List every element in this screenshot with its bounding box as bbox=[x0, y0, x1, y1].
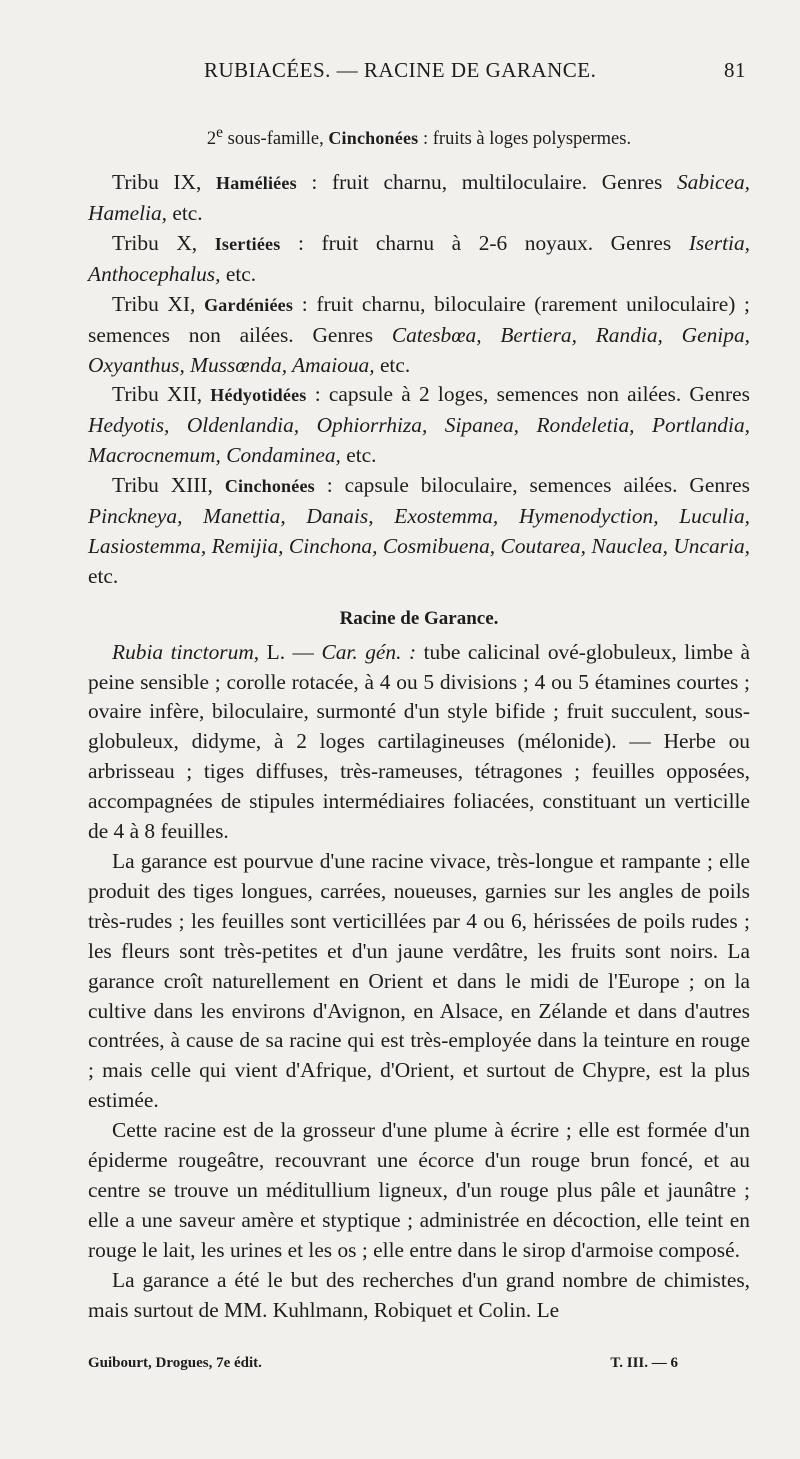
footer-signature: Guibourt, Drogues, 7e édit. bbox=[88, 1355, 262, 1371]
tribe-genera: Isertia, Anthocephalus, bbox=[88, 230, 751, 286]
tribe-tail: etc. bbox=[88, 563, 119, 588]
tribe-paragraph bbox=[88, 168, 750, 229]
page-number: 81 bbox=[724, 58, 746, 82]
running-header bbox=[88, 58, 750, 88]
section-title: Racine de Garance. bbox=[339, 607, 499, 629]
tribe-label: Tribu XI, bbox=[112, 291, 205, 316]
tribe-tail: etc. bbox=[340, 443, 377, 468]
body-paragraph: La garance est pourvue d'une racine vivace, très-longue et rampante ; elle produit des tiges longues, carrées, noueuses, garnies sur les angles de poils très-rudes ; les feuilles sont verticillées par 4 ou 6, hérissées de poils rudes ; les fleurs sont très-petites et d'un jaune verdâtre, les fruits sont noirs. La garance croît naturellement en Orient et dans le midi de l'Europe ; on la cultive dans les environs d'Avignon, en Alsace, en Zélande et dans d'autres contrées, à cause de sa racine qui est très-employée dans la teinture en rouge ; mais celle qui vient d'Afrique, d'Orient, et surtout de Chypre, est la plus estimée. bbox=[88, 849, 750, 1113]
page-footer bbox=[88, 1355, 750, 1379]
body-paragraph: La garance a été le but des recherches d'un grand nombre de chimistes, mais surtout de MM. Kuhlmann, Robiquet et Colin. Le bbox=[88, 1267, 750, 1322]
footer-volume: T. III. — 6 bbox=[610, 1355, 678, 1371]
subfamily-text-a: sous-famille, bbox=[223, 129, 329, 150]
characters-text: tube calicinal ové-globuleux, limbe à peine sensible ; corolle rotacée, à 4 ou 5 divisions ; 4 ou 5 étamines courtes ; ovaire infère, biloculaire, surmonté d'un style bifide ; fruit succulent, sous-globuleux, didyme, à 2 loges cartilagineuses (mélonide). — Herbe ou arbrisseau ; tiges diffuses, très-rameuses, tétragones ; feuilles opposées, accompagnées de stipules intermédiaires foliacées, constituant un verticille de 4 à 8 feuilles. bbox=[88, 639, 750, 844]
tribe-genera: Catesbœa, Bertiera, Randia, Genipa, Oxyanthus, Mussœnda, Amaioua, bbox=[88, 322, 750, 377]
tribe-tail: etc. bbox=[220, 261, 257, 286]
tribe-desc: : capsule à 2 loges, semences non ailées. Genres bbox=[306, 382, 750, 407]
characters-label: Car. gén. : bbox=[321, 639, 417, 664]
tribe-desc: : fruit charnu, multiloculaire. Genres bbox=[296, 170, 677, 195]
body-paragraph: Cette racine est de la grosseur d'une plume à écrire ; elle est formée d'un épiderme rougeâtre, recouvrant une écorce d'un rouge brun foncé, et au centre se trouve un méditullium ligneux, d'un rouge plus pâle et jaunâtre ; elle a une saveur amère et styptique ; administrée en décoction, elle teint en rouge le lait, les urines et les os ; elle entre dans le sirop d'armoise composé. bbox=[88, 1118, 750, 1262]
tribe-label: Tribu XIII, bbox=[112, 473, 225, 498]
main-text bbox=[88, 118, 750, 1326]
tribe-name: Isertiées bbox=[214, 233, 281, 254]
subfamily-number: 2 bbox=[206, 129, 217, 150]
tribe-name: Haméliées bbox=[216, 173, 297, 194]
species-description bbox=[88, 638, 750, 847]
subfamily-ordinal: e bbox=[216, 124, 224, 141]
tribe-genera: Hedyotis, Oldenlandia, Ophiorrhiza, Sipanea, Rondeletia, Portlandia, Macrocnemum, Condaminea, bbox=[88, 413, 750, 468]
tribe-paragraph bbox=[88, 229, 750, 290]
tribe-paragraph bbox=[88, 471, 750, 592]
species-name: Rubia tinctorum bbox=[112, 639, 254, 664]
tribe-label: Tribu XII, bbox=[112, 382, 211, 407]
subfamily-name: Cinchonées bbox=[328, 128, 419, 149]
tribe-name: Cinchonées bbox=[224, 476, 315, 497]
subfamily-text-b: : fruits à loges polyspermes. bbox=[418, 129, 632, 150]
tribe-name: Gardéniées bbox=[204, 294, 294, 315]
tribe-label: Tribu X, bbox=[112, 230, 215, 255]
header-title: RUBIACÉES. — RACINE DE GARANCE. bbox=[204, 58, 597, 82]
tribe-tail: etc. bbox=[374, 352, 411, 377]
tribe-desc: : fruit charnu, biloculaire (rarement uniloculaire) ; semences non ailées. Genres bbox=[88, 291, 750, 347]
tribe-desc: : capsule biloculaire, semences ailées. Genres bbox=[314, 473, 750, 498]
subfamily-heading bbox=[88, 118, 750, 155]
species-author: , L. — bbox=[253, 639, 322, 664]
tribe-tail: etc. bbox=[167, 200, 203, 225]
tribe-paragraph bbox=[88, 380, 750, 471]
tribe-name: Hédyotidées bbox=[210, 385, 307, 406]
tribe-genera: Sabicea, Hamelia, bbox=[88, 170, 750, 225]
tribe-genera: Pinckneya, Manettia, Danais, Exostemma, Hymenodyction, Luculia, Lasiostemma, Remijia, Cinchona, Cosmibuena, Coutarea, Nauclea, Uncaria, bbox=[88, 504, 750, 558]
tribe-desc: : fruit charnu à 2-6 noyaux. Genres bbox=[280, 230, 689, 255]
tribe-paragraph bbox=[88, 290, 750, 381]
tribe-label: Tribu IX, bbox=[112, 170, 216, 195]
